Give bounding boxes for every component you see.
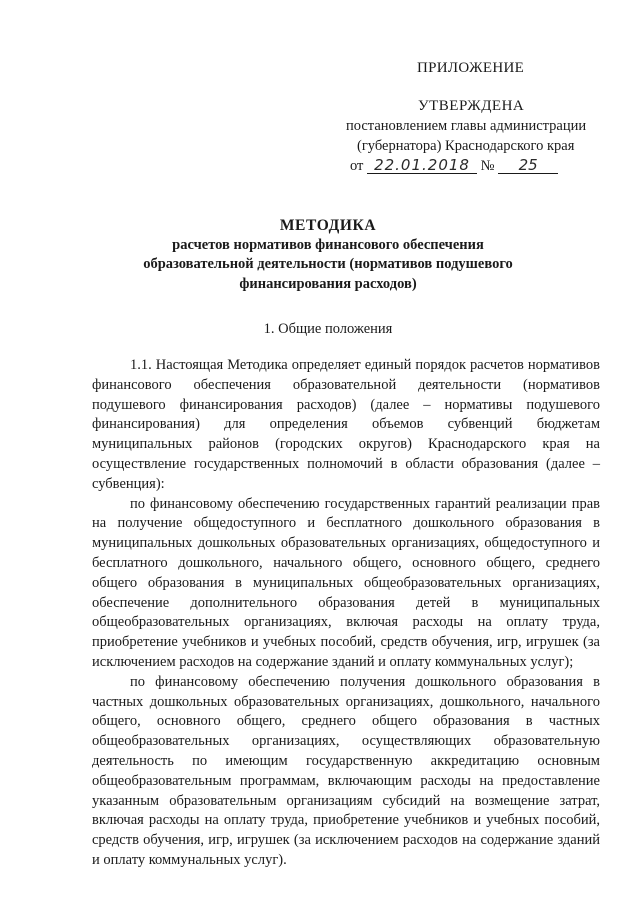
approval-line-1: постановлением главы администрации bbox=[346, 118, 587, 134]
title-main: МЕТОДИКА bbox=[279, 217, 377, 234]
paragraph-preschool-guarantees: по финансовому обеспечению государственных гарантий реализации прав на получение общедоступного и бесплатного дошкольного образования в муниципальных дошкольных образовательных организациях, общедоступного и бесплатного дошкольного, начального общего, основного общего, среднего общего образования в муниципальных общеобразовательных организациях, обеспечение дополнительного образования детей в муниципальных общеобразовательных организациях, включая расходы на оплату труда, приобретение учебников и учебных пособий, средств обучения, игр, игрушек (за исключением расходов на содержание зданий и оплату коммунальных услуг); bbox=[92, 495, 600, 670]
title-line-2: образовательной деятельности (нормативов подушевого bbox=[143, 256, 513, 272]
date-prefix: от bbox=[350, 158, 364, 174]
title-line-3: финансирования расходов) bbox=[239, 275, 417, 292]
title-line-1: расчетов нормативов финансового обеспечения bbox=[172, 236, 484, 253]
approved-label: УТВЕРЖДЕНА bbox=[418, 98, 525, 114]
appendix-label: ПРИЛОЖЕНИЕ bbox=[417, 60, 525, 76]
section-heading: 1. Общие положения bbox=[263, 321, 393, 337]
handwritten-number: 25 bbox=[498, 157, 558, 174]
handwritten-date: 22.01.2018 bbox=[367, 157, 477, 174]
paragraph-private-organizations: по финансовому обеспечению получения дошкольного образования в частных дошкольных образовательных организациях, дошкольного, начального общего, основного общего, среднего общего образования в частных общеобразовательных организациях, осуществляющих образовательную деятельность по имеющим государственную аккредитацию основным общеобразовательным программам, включающим расходы на предоставление указанным образовательным организациям субсидий на возмещение затрат, включая расходы на оплату труда, приобретение учебников и учебных пособий, средств обучения, игр, игрушек (за исключением расходов на содержание зданий и оплату коммунальных услуг). bbox=[92, 673, 600, 868]
body-text bbox=[92, 356, 600, 871]
document-title bbox=[60, 216, 596, 294]
number-prefix: № bbox=[480, 158, 495, 174]
approval-line-2: (губернатора) Краснодарского края bbox=[357, 138, 575, 154]
paragraph-1-1: 1.1. Настоящая Методика определяет единый порядок расчетов нормативов финансового обеспечения образовательной деятельности (нормативов подушевого финансирования расходов) (далее – нормативы подушевого финансирования) для определения объемов субвенций бюджетам муниципальных районов (городских округов) Краснодарского края на осуществление государственных полномочий в области образования (далее – субвенция): bbox=[92, 357, 600, 492]
approval-date-line bbox=[350, 156, 558, 176]
